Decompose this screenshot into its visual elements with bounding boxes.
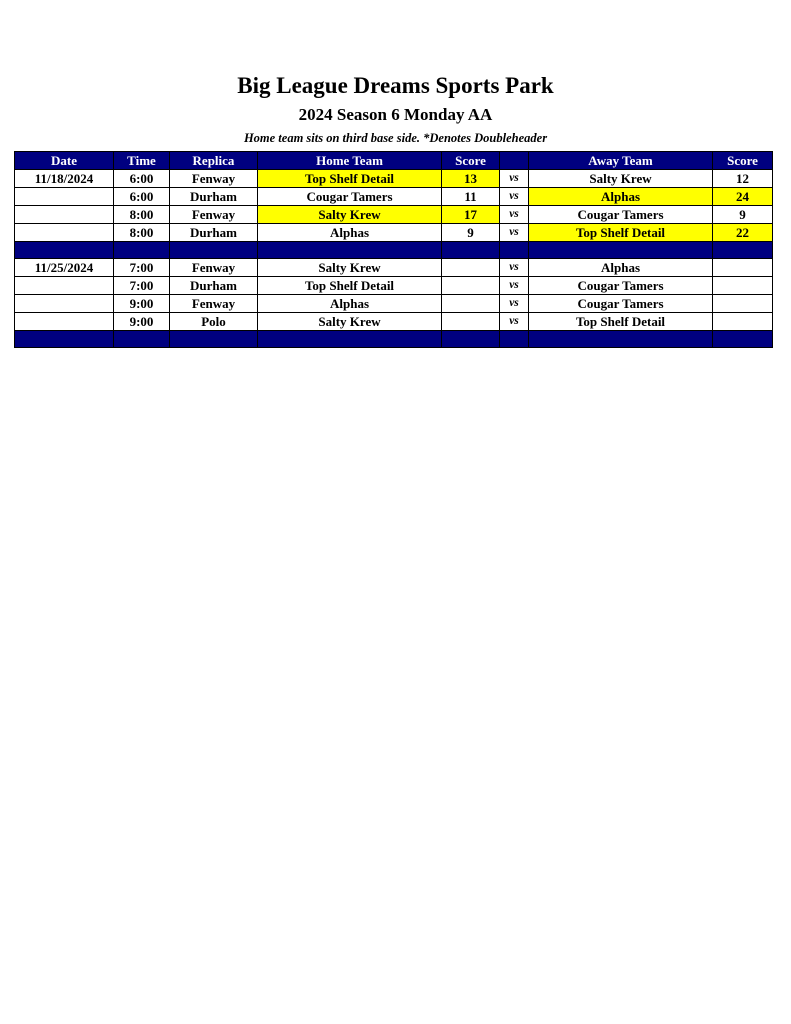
game-time: 7:00 (114, 259, 170, 277)
game-replica: Fenway (170, 295, 258, 313)
game-replica: Durham (170, 188, 258, 206)
game-replica: Polo (170, 313, 258, 331)
game-date: 11/25/2024 (15, 259, 114, 277)
divider-cell (442, 242, 500, 259)
schedule-note: Home team sits on third base side. *Denotes Doubleheader (243, 131, 548, 145)
home-score (442, 313, 500, 331)
column-header-vs (500, 152, 529, 170)
divider-cell (114, 331, 170, 348)
divider-cell (15, 331, 114, 348)
column-header-away-team: Away Team (529, 152, 713, 170)
away-team: Cougar Tamers (529, 295, 713, 313)
game-time: 7:00 (114, 277, 170, 295)
column-header-home-team: Home Team (258, 152, 442, 170)
home-score: 11 (442, 188, 500, 206)
home-team: Alphas (258, 295, 442, 313)
divider-cell (114, 242, 170, 259)
game-date (15, 188, 114, 206)
game-replica: Fenway (170, 170, 258, 188)
game-replica: Fenway (170, 259, 258, 277)
game-date (15, 277, 114, 295)
home-score: 17 (442, 206, 500, 224)
away-score (713, 295, 773, 313)
away-team: Alphas (529, 259, 713, 277)
home-team: Top Shelf Detail (258, 170, 442, 188)
column-header-away-score: Score (713, 152, 773, 170)
away-score: 9 (713, 206, 773, 224)
divider-cell (529, 331, 713, 348)
schedule-body (15, 170, 773, 348)
divider-cell (500, 331, 529, 348)
home-score (442, 295, 500, 313)
home-team: Salty Krew (258, 313, 442, 331)
week-divider-row (15, 331, 773, 348)
away-score: 22 (713, 224, 773, 242)
away-team: Salty Krew (529, 170, 713, 188)
home-team: Top Shelf Detail (258, 277, 442, 295)
game-time: 9:00 (114, 295, 170, 313)
game-date (15, 295, 114, 313)
divider-cell (258, 242, 442, 259)
game-time: 6:00 (114, 170, 170, 188)
table-row (15, 295, 773, 313)
column-header-replica: Replica (170, 152, 258, 170)
divider-cell (713, 242, 773, 259)
column-header-date: Date (15, 152, 114, 170)
divider-cell (713, 331, 773, 348)
table-row (15, 277, 773, 295)
home-team: Cougar Tamers (258, 188, 442, 206)
home-score: 13 (442, 170, 500, 188)
table-row (15, 188, 773, 206)
away-team: Cougar Tamers (529, 277, 713, 295)
divider-cell (500, 242, 529, 259)
away-score: 24 (713, 188, 773, 206)
divider-cell (442, 331, 500, 348)
away-score: 12 (713, 170, 773, 188)
vs-label: vs (500, 259, 529, 277)
away-team: Top Shelf Detail (529, 224, 713, 242)
table-row (15, 224, 773, 242)
game-date (15, 206, 114, 224)
vs-label: vs (500, 188, 529, 206)
table-row (15, 313, 773, 331)
home-score (442, 259, 500, 277)
game-date (15, 313, 114, 331)
schedule-table (14, 151, 773, 348)
header-row (15, 152, 773, 170)
game-replica: Durham (170, 224, 258, 242)
away-score (713, 259, 773, 277)
game-time: 8:00 (114, 224, 170, 242)
home-score: 9 (442, 224, 500, 242)
game-date: 11/18/2024 (15, 170, 114, 188)
divider-cell (170, 242, 258, 259)
game-time: 8:00 (114, 206, 170, 224)
away-team: Alphas (529, 188, 713, 206)
vs-label: vs (500, 277, 529, 295)
divider-cell (15, 242, 114, 259)
vs-label: vs (500, 313, 529, 331)
home-team: Salty Krew (258, 206, 442, 224)
away-team: Top Shelf Detail (529, 313, 713, 331)
page-subtitle: 2024 Season 6 Monday AA (298, 105, 493, 124)
vs-label: vs (500, 224, 529, 242)
away-score (713, 277, 773, 295)
column-header-home-score: Score (442, 152, 500, 170)
table-row (15, 170, 773, 188)
divider-cell (258, 331, 442, 348)
table-row (15, 259, 773, 277)
home-score (442, 277, 500, 295)
vs-label: vs (500, 170, 529, 188)
divider-cell (529, 242, 713, 259)
away-team: Cougar Tamers (529, 206, 713, 224)
column-header-time: Time (114, 152, 170, 170)
divider-cell (170, 331, 258, 348)
week-divider-row (15, 242, 773, 259)
game-replica: Fenway (170, 206, 258, 224)
home-team: Alphas (258, 224, 442, 242)
game-time: 9:00 (114, 313, 170, 331)
vs-label: vs (500, 206, 529, 224)
page-title: Big League Dreams Sports Park (237, 73, 554, 98)
game-date (15, 224, 114, 242)
vs-label: vs (500, 295, 529, 313)
home-team: Salty Krew (258, 259, 442, 277)
game-time: 6:00 (114, 188, 170, 206)
away-score (713, 313, 773, 331)
table-row (15, 206, 773, 224)
game-replica: Durham (170, 277, 258, 295)
